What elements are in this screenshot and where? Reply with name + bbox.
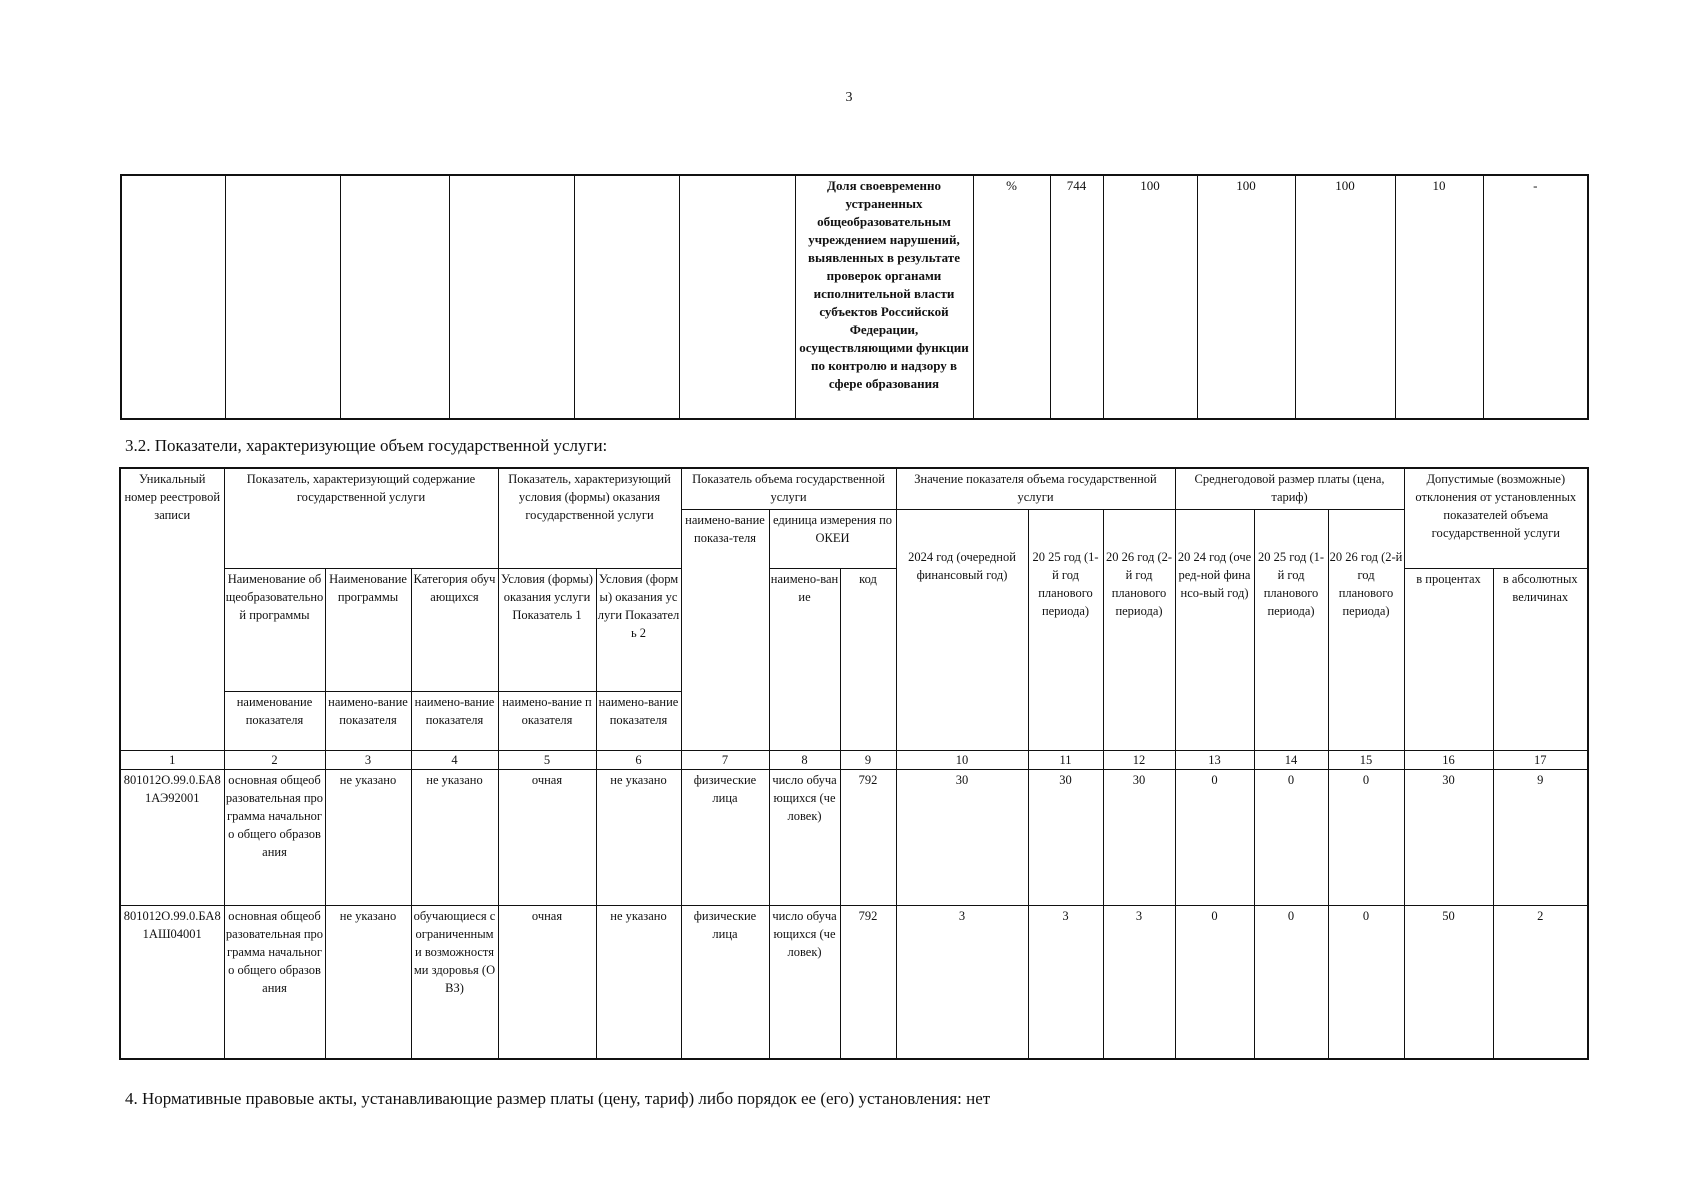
- column-number: 17: [1493, 751, 1588, 770]
- student-category: не указано: [411, 770, 498, 906]
- deviation-percent: 50: [1404, 906, 1493, 1060]
- column-number: 14: [1254, 751, 1328, 770]
- table-row: [120, 906, 1588, 1060]
- registry-number: 801012О.99.0.БА81АШ04001: [120, 906, 224, 1060]
- header-unit-name: наимено-вание: [769, 569, 840, 751]
- header-volume-value: Значение показателя объема государственной услуги: [896, 468, 1175, 510]
- header-avg-fee: Среднегодовой размер платы (цена, тариф): [1175, 468, 1404, 510]
- table-row: [121, 175, 1588, 419]
- volume-indicators-table: [119, 467, 1589, 1060]
- column-number: 1: [120, 751, 224, 770]
- header-sub-name-2: наименование показателя: [224, 692, 325, 751]
- indicator-name: физические лица: [681, 906, 769, 1060]
- header-sub-name-6: наимено-вание показателя: [596, 692, 681, 751]
- column-number: 7: [681, 751, 769, 770]
- header-sub-name-3: наимено-вание показателя: [325, 692, 411, 751]
- section-4-text: 4. Нормативные правовые акты, устанавливающие размер платы (цену, тариф) либо порядок ее (его) установления: нет: [125, 1089, 991, 1108]
- header-indicator-name: наимено-вание показа-теля: [681, 510, 769, 751]
- indicator-name: Доля своевременно устраненных общеобразовательным учреждением нарушений, выявленных в результате проверок органами исполнительной власти субъектов Российской Федерации, осуществляющими функции по контролю и надзору в сфере образования: [795, 175, 973, 419]
- empty-cell: [340, 175, 449, 419]
- fee-2024: 0: [1175, 906, 1254, 1060]
- column-number: 11: [1028, 751, 1103, 770]
- value-2026: 100: [1295, 175, 1395, 419]
- header-in-absolute: в абсолютных величинах: [1493, 569, 1588, 751]
- column-number: 16: [1404, 751, 1493, 770]
- value-2024: 3: [896, 906, 1028, 1060]
- column-number: 10: [896, 751, 1028, 770]
- column-number: 9: [840, 751, 896, 770]
- header-student-category: Категория обучающихся: [411, 569, 498, 692]
- header-year-2026: 20 26 год (2-й год планового периода): [1103, 510, 1175, 751]
- column-number: 13: [1175, 751, 1254, 770]
- column-number: 6: [596, 751, 681, 770]
- unit-name: число обучающихся (человек): [769, 770, 840, 906]
- fee-2025: 0: [1254, 770, 1328, 906]
- header-condition-2: Условия (формы) оказания услуги Показатель 2: [596, 569, 681, 692]
- header-program-name: Наименование общеобразовательной программы: [224, 569, 325, 692]
- program-name: основная общеобразовательная программа начального общего образования: [224, 906, 325, 1060]
- header-fee-2026: 20 26 год (2-й год планового периода): [1328, 510, 1404, 751]
- unit-code: 792: [840, 770, 896, 906]
- unit-code: 792: [840, 906, 896, 1060]
- value-2025: 100: [1197, 175, 1295, 419]
- condition-2: не указано: [596, 770, 681, 906]
- column-number: 3: [325, 751, 411, 770]
- deviation-absolute: 2: [1493, 906, 1588, 1060]
- fee-2026: 0: [1328, 906, 1404, 1060]
- column-number: 4: [411, 751, 498, 770]
- column-number: 15: [1328, 751, 1404, 770]
- column-number: 5: [498, 751, 596, 770]
- header-in-percent: в процентах: [1404, 569, 1493, 751]
- quality-indicators-table-continued: [120, 174, 1589, 420]
- header-unit-code: код: [840, 569, 896, 751]
- form: очная: [498, 906, 596, 1060]
- program-title: не указано: [325, 770, 411, 906]
- value-2026: 30: [1103, 770, 1175, 906]
- value-2026: 3: [1103, 906, 1175, 1060]
- form: очная: [498, 770, 596, 906]
- code-cell: 744: [1050, 175, 1103, 419]
- header-conditions-indicator: Показатель, характеризующий условия (формы) оказания государственной услуги: [498, 468, 681, 569]
- empty-cell: [449, 175, 574, 419]
- student-category: обучающиеся с ограниченными возможностями здоровья (ОВЗ): [411, 906, 498, 1060]
- condition-2: не указано: [596, 906, 681, 1060]
- header-content-indicator: Показатель, характеризующий содержание государственной услуги: [224, 468, 498, 569]
- column-number: 8: [769, 751, 840, 770]
- deviation-absolute: -: [1483, 175, 1588, 419]
- empty-cell: [121, 175, 225, 419]
- unit-cell: %: [973, 175, 1050, 419]
- header-allowed-deviation: Допустимые (возможные) отклонения от установленных показателей объема государственной услуги: [1404, 468, 1588, 569]
- header-fee-2025: 20 25 год (1-й год планового периода): [1254, 510, 1328, 751]
- header-condition-1: Условия (формы) оказания услуги Показатель 1: [498, 569, 596, 692]
- header-year-2024: 2024 год (очередной финансовый год): [896, 510, 1028, 751]
- registry-number: 801012О.99.0.БА81АЭ92001: [120, 770, 224, 906]
- page-number: 3: [845, 90, 853, 105]
- deviation-percent: 30: [1404, 770, 1493, 906]
- program-name: основная общеобразовательная программа начального общего образования: [224, 770, 325, 906]
- header-volume-indicator: Показатель объема государственной услуги: [681, 468, 896, 510]
- column-number: 12: [1103, 751, 1175, 770]
- header-fee-2024: 20 24 год (очеред-ной финансо-вый год): [1175, 510, 1254, 751]
- header-sub-name-5: наимено-вание показателя: [498, 692, 596, 751]
- header-program-title: Наименование программы: [325, 569, 411, 692]
- empty-cell: [679, 175, 795, 419]
- header-unit-okei: единица измерения по ОКЕИ: [769, 510, 896, 569]
- column-numbers-row: [120, 751, 1588, 770]
- indicator-name: физические лица: [681, 770, 769, 906]
- fee-2025: 0: [1254, 906, 1328, 1060]
- deviation-percent: 10: [1395, 175, 1483, 419]
- header-row-1: [120, 468, 1588, 510]
- header-sub-name-4: наимено-вание показателя: [411, 692, 498, 751]
- section-3-2-heading: 3.2. Показатели, характеризующие объем государственной услуги:: [125, 436, 608, 455]
- fee-2026: 0: [1328, 770, 1404, 906]
- column-number: 2: [224, 751, 325, 770]
- empty-cell: [574, 175, 679, 419]
- value-2024: 100: [1103, 175, 1197, 419]
- unit-name: число обучающихся (человек): [769, 906, 840, 1060]
- fee-2024: 0: [1175, 770, 1254, 906]
- table-row: [120, 770, 1588, 906]
- header-year-2025: 20 25 год (1-й год планового периода): [1028, 510, 1103, 751]
- value-2025: 3: [1028, 906, 1103, 1060]
- deviation-absolute: 9: [1493, 770, 1588, 906]
- empty-cell: [225, 175, 340, 419]
- value-2024: 30: [896, 770, 1028, 906]
- header-unique-number: Уникальный номер реестровой записи: [120, 468, 224, 751]
- program-title: не указано: [325, 906, 411, 1060]
- value-2025: 30: [1028, 770, 1103, 906]
